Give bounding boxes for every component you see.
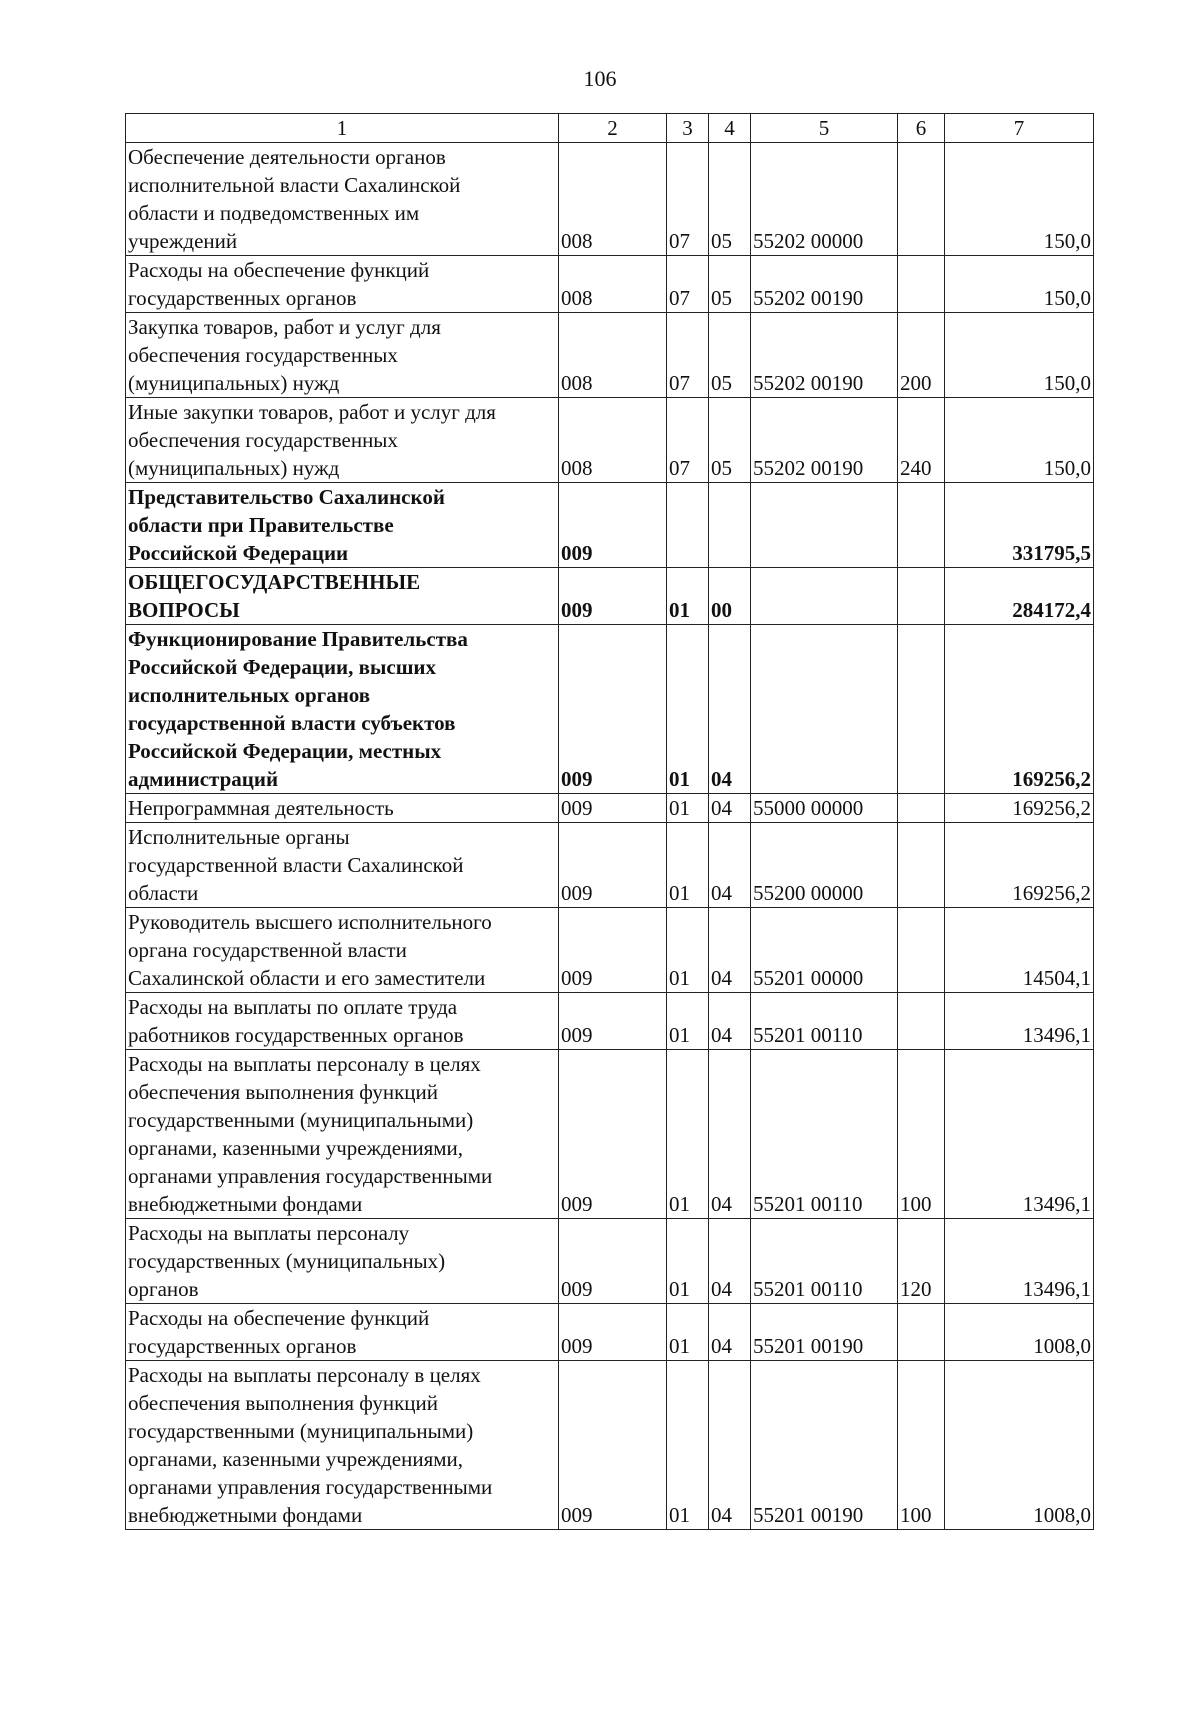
row-expense-type-cell (898, 483, 945, 568)
row-name-cell (126, 794, 559, 823)
table-row (126, 256, 1094, 313)
row-name-cell (126, 823, 559, 908)
row-admin-code-cell: 008 (559, 143, 667, 256)
row-subsection-cell: 05 (709, 398, 751, 483)
row-name-cell (126, 908, 559, 993)
row-admin-code-cell: 008 (559, 256, 667, 313)
table-row (126, 568, 1094, 625)
row-admin-code-cell: 009 (559, 568, 667, 625)
row-section-cell: 01 (667, 568, 709, 625)
table-row (126, 1361, 1094, 1530)
row-name-text: Закупка товаров, работ и услуг для обеспечения государственных (муниципальных) нужд (128, 315, 441, 395)
table-header-row (126, 114, 1094, 143)
row-name-text: Исполнительные органы государственной власти Сахалинской области (128, 825, 464, 905)
row-section-cell: 01 (667, 1304, 709, 1361)
row-expense-type-cell: 100 (898, 1050, 945, 1219)
row-subsection-cell: 04 (709, 908, 751, 993)
row-target-code-cell: 55201 00110 (751, 993, 898, 1050)
row-expense-type-cell (898, 993, 945, 1050)
row-subsection-cell: 04 (709, 794, 751, 823)
table-row (126, 313, 1094, 398)
row-name-text: Обеспечение деятельности органов исполнительной власти Сахалинской области и подведомственных им учреждений (128, 145, 461, 253)
row-amount-cell: 150,0 (945, 313, 1094, 398)
table-row (126, 398, 1094, 483)
row-section-cell (667, 483, 709, 568)
row-subsection-cell: 05 (709, 313, 751, 398)
row-target-code-cell (751, 568, 898, 625)
row-section-cell: 01 (667, 993, 709, 1050)
row-subsection-cell: 04 (709, 993, 751, 1050)
row-amount-cell: 150,0 (945, 398, 1094, 483)
header-col-6: 6 (898, 114, 945, 143)
row-name-cell (126, 1050, 559, 1219)
row-subsection-cell: 00 (709, 568, 751, 625)
row-admin-code-cell: 009 (559, 1050, 667, 1219)
row-admin-code-cell: 008 (559, 313, 667, 398)
row-target-code-cell: 55201 00110 (751, 1050, 898, 1219)
row-expense-type-cell: 240 (898, 398, 945, 483)
row-name-cell (126, 993, 559, 1050)
row-name-text: Иные закупки товаров, работ и услуг для обеспечения государственных (муниципальных) нужд (128, 400, 496, 480)
header-col-2: 2 (559, 114, 667, 143)
row-subsection-cell: 05 (709, 143, 751, 256)
row-admin-code-cell: 009 (559, 794, 667, 823)
row-name-text: Расходы на выплаты персоналу в целях обеспечения выполнения функций государственными (муниципальными) органами, казенными учреждениями, органами управления государственными внебюджетными фондами (128, 1363, 493, 1527)
header-col-7: 7 (945, 114, 1094, 143)
table-row (126, 1219, 1094, 1304)
page-number: 106 (583, 66, 617, 91)
row-section-cell: 07 (667, 313, 709, 398)
row-section-cell: 01 (667, 1361, 709, 1530)
row-name-text: Расходы на обеспечение функций государственных органов (128, 258, 430, 310)
row-amount-cell: 169256,2 (945, 625, 1094, 794)
row-expense-type-cell (898, 794, 945, 823)
row-amount-cell: 14504,1 (945, 908, 1094, 993)
header-col-5: 5 (751, 114, 898, 143)
row-amount-cell: 284172,4 (945, 568, 1094, 625)
row-subsection-cell: 04 (709, 1361, 751, 1530)
row-name-cell (126, 1304, 559, 1361)
row-target-code-cell: 55000 00000 (751, 794, 898, 823)
row-name-text: Функционирование Правительства Российской Федерации, высших исполнительных органов государственной власти субъектов Российской Федерации, местных администраций (128, 627, 468, 791)
row-name-text: ОБЩЕГОСУДАРСТВЕННЫЕ ВОПРОСЫ (128, 570, 421, 622)
row-target-code-cell: 55202 00190 (751, 256, 898, 313)
table-row (126, 993, 1094, 1050)
row-section-cell: 01 (667, 625, 709, 794)
row-amount-cell: 169256,2 (945, 794, 1094, 823)
row-section-cell: 01 (667, 794, 709, 823)
row-amount-cell: 150,0 (945, 256, 1094, 313)
row-expense-type-cell: 120 (898, 1219, 945, 1304)
table-row (126, 823, 1094, 908)
row-expense-type-cell (898, 625, 945, 794)
row-name-text: Расходы на выплаты по оплате труда работников государственных органов (128, 995, 464, 1047)
row-admin-code-cell: 009 (559, 908, 667, 993)
row-name-text: Расходы на выплаты персоналу государственных (муниципальных) органов (128, 1221, 446, 1301)
row-admin-code-cell: 009 (559, 1304, 667, 1361)
row-expense-type-cell (898, 823, 945, 908)
row-expense-type-cell (898, 908, 945, 993)
row-name-text: Представительство Сахалинской области при Правительстве Российской Федерации (128, 485, 445, 565)
row-subsection-cell (709, 483, 751, 568)
row-name-cell (126, 1219, 559, 1304)
row-amount-cell: 150,0 (945, 143, 1094, 256)
table-row (126, 143, 1094, 256)
row-subsection-cell: 05 (709, 256, 751, 313)
row-amount-cell: 13496,1 (945, 1219, 1094, 1304)
row-target-code-cell: 55202 00000 (751, 143, 898, 256)
row-amount-cell: 13496,1 (945, 993, 1094, 1050)
row-name-text: Руководитель высшего исполнительного органа государственной власти Сахалинской области и его заместители (128, 910, 492, 990)
row-amount-cell: 1008,0 (945, 1304, 1094, 1361)
header-col-1: 1 (126, 114, 559, 143)
row-name-text: Расходы на обеспечение функций государственных органов (128, 1306, 430, 1358)
row-admin-code-cell: 009 (559, 1361, 667, 1530)
row-amount-cell: 1008,0 (945, 1361, 1094, 1530)
row-name-cell (126, 1361, 559, 1530)
row-name-cell (126, 313, 559, 398)
row-section-cell: 01 (667, 1219, 709, 1304)
row-name-cell (126, 398, 559, 483)
row-section-cell: 01 (667, 823, 709, 908)
row-target-code-cell (751, 625, 898, 794)
row-target-code-cell: 55201 00190 (751, 1361, 898, 1530)
row-expense-type-cell (898, 568, 945, 625)
row-admin-code-cell: 009 (559, 823, 667, 908)
header-col-3: 3 (667, 114, 709, 143)
budget-table (125, 113, 1094, 1530)
row-target-code-cell (751, 483, 898, 568)
row-subsection-cell: 04 (709, 1050, 751, 1219)
row-amount-cell: 13496,1 (945, 1050, 1094, 1219)
row-admin-code-cell: 009 (559, 993, 667, 1050)
row-target-code-cell: 55202 00190 (751, 398, 898, 483)
row-target-code-cell: 55202 00190 (751, 313, 898, 398)
row-admin-code-cell: 009 (559, 483, 667, 568)
row-name-cell (126, 625, 559, 794)
table-row (126, 483, 1094, 568)
row-target-code-cell: 55201 00110 (751, 1219, 898, 1304)
row-expense-type-cell (898, 256, 945, 313)
row-target-code-cell: 55200 00000 (751, 823, 898, 908)
row-subsection-cell: 04 (709, 1304, 751, 1361)
row-section-cell: 07 (667, 256, 709, 313)
row-name-cell (126, 256, 559, 313)
table-row (126, 1050, 1094, 1219)
row-expense-type-cell: 100 (898, 1361, 945, 1530)
row-section-cell: 07 (667, 143, 709, 256)
row-target-code-cell: 55201 00000 (751, 908, 898, 993)
row-expense-type-cell: 200 (898, 313, 945, 398)
row-admin-code-cell: 009 (559, 625, 667, 794)
row-section-cell: 01 (667, 1050, 709, 1219)
row-amount-cell: 331795,5 (945, 483, 1094, 568)
row-name-cell (126, 483, 559, 568)
row-expense-type-cell (898, 143, 945, 256)
row-amount-cell: 169256,2 (945, 823, 1094, 908)
row-name-cell (126, 143, 559, 256)
row-target-code-cell: 55201 00190 (751, 1304, 898, 1361)
row-admin-code-cell: 008 (559, 398, 667, 483)
row-expense-type-cell (898, 1304, 945, 1361)
row-section-cell: 07 (667, 398, 709, 483)
header-col-4: 4 (709, 114, 751, 143)
table-row (126, 794, 1094, 823)
row-subsection-cell: 04 (709, 1219, 751, 1304)
row-subsection-cell: 04 (709, 625, 751, 794)
table-row (126, 1304, 1094, 1361)
row-name-text: Непрограммная деятельность (128, 796, 394, 820)
row-name-text: Расходы на выплаты персоналу в целях обеспечения выполнения функций государственными (муниципальными) органами, казенными учреждениями, органами управления государственными внебюджетными фондами (128, 1052, 493, 1216)
row-subsection-cell: 04 (709, 823, 751, 908)
row-name-cell (126, 568, 559, 625)
row-admin-code-cell: 009 (559, 1219, 667, 1304)
table-row (126, 625, 1094, 794)
table-row (126, 908, 1094, 993)
row-section-cell: 01 (667, 908, 709, 993)
